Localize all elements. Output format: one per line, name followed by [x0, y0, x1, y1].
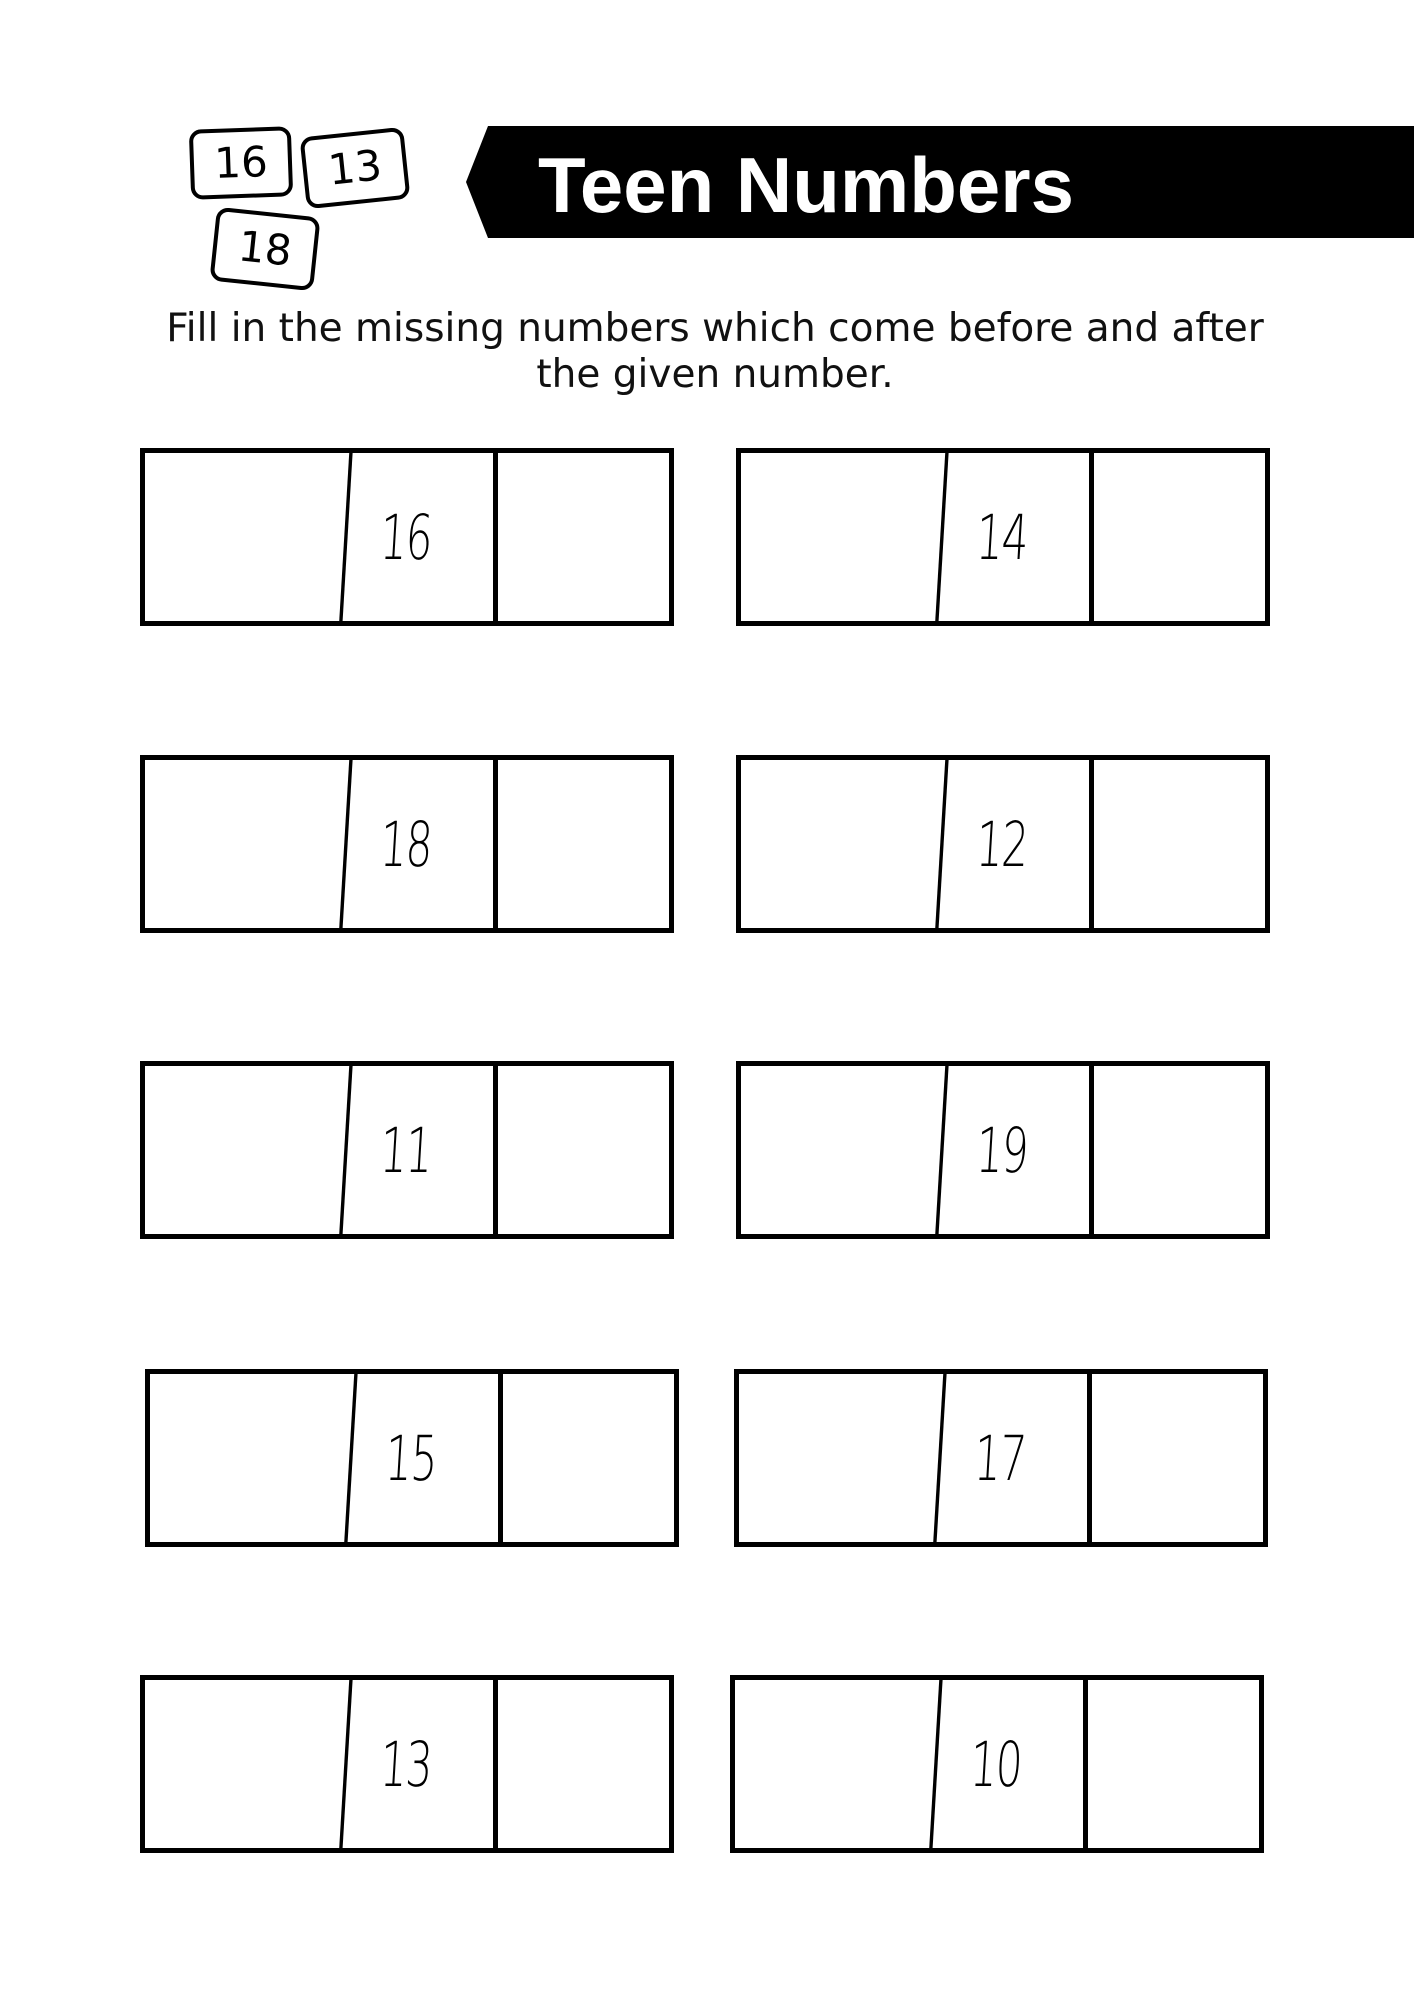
before-answer-box[interactable] [150, 1374, 321, 1542]
number-strip [140, 1061, 674, 1239]
before-answer-box[interactable] [741, 453, 912, 621]
instructions [160, 306, 1270, 398]
after-answer-box[interactable] [493, 453, 669, 621]
before-answer-box[interactable] [735, 1680, 906, 1848]
after-answer-box[interactable] [498, 1374, 674, 1542]
number-strip [734, 1369, 1268, 1547]
after-answer-box[interactable] [1089, 1066, 1265, 1234]
given-number: 17 [934, 1374, 1064, 1542]
instructions-line: Fill in the missing numbers which come before and after [166, 306, 1264, 351]
before-answer-box[interactable] [145, 1066, 316, 1234]
after-answer-box[interactable] [1089, 453, 1265, 621]
given-number: 14 [936, 453, 1066, 621]
before-answer-box[interactable] [741, 1066, 912, 1234]
given-number: 16 [340, 453, 470, 621]
number-tile-icon: 16 [189, 126, 293, 200]
number-strip [736, 1061, 1270, 1239]
number-strip [140, 448, 674, 626]
given-number: 12 [936, 760, 1066, 928]
given-number: 13 [340, 1680, 470, 1848]
number-tile-icon: 18 [209, 207, 320, 291]
number-strip [730, 1675, 1264, 1853]
number-strip [736, 448, 1270, 626]
before-answer-box[interactable] [739, 1374, 910, 1542]
page-title: Teen Numbers [538, 141, 1075, 229]
given-number: 15 [345, 1374, 475, 1542]
given-number: 11 [340, 1066, 470, 1234]
number-strip [736, 755, 1270, 933]
before-answer-box[interactable] [145, 1680, 316, 1848]
instructions-line: the given number. [536, 352, 894, 397]
after-answer-box[interactable] [493, 1680, 669, 1848]
number-strip [145, 1369, 679, 1547]
after-answer-box[interactable] [1089, 760, 1265, 928]
after-answer-box[interactable] [493, 760, 669, 928]
before-answer-box[interactable] [145, 760, 316, 928]
given-number: 18 [340, 760, 470, 928]
given-number: 10 [930, 1680, 1060, 1848]
after-answer-box[interactable] [493, 1066, 669, 1234]
number-strip [140, 755, 674, 933]
given-number: 19 [936, 1066, 1066, 1234]
before-answer-box[interactable] [741, 760, 912, 928]
number-tile-icon: 13 [300, 127, 411, 209]
before-answer-box[interactable] [145, 453, 316, 621]
number-strip [140, 1675, 674, 1853]
after-answer-box[interactable] [1087, 1374, 1263, 1542]
after-answer-box[interactable] [1083, 1680, 1259, 1848]
